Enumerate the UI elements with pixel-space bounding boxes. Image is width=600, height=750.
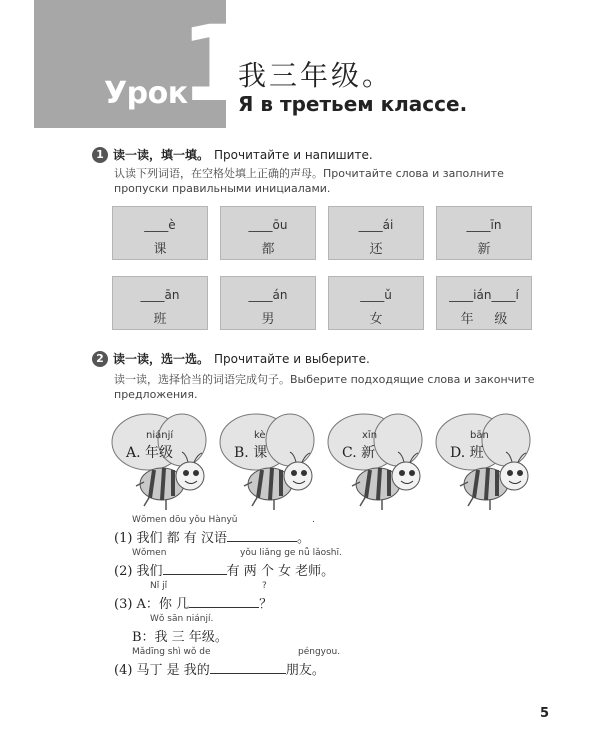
syllable-card[interactable] xyxy=(328,276,424,330)
card-hanzi: 还 xyxy=(369,242,383,257)
card-pinyin: ____īn xyxy=(466,218,502,232)
option-a-bee[interactable] xyxy=(110,412,210,512)
card-pinyin: ____ān xyxy=(140,288,180,302)
card-pinyin: ____è xyxy=(144,218,176,232)
q4-pinyin-end: péngyou. xyxy=(298,647,341,657)
question-3a xyxy=(114,593,272,612)
option-d-bee[interactable] xyxy=(434,412,534,512)
q4-pinyin-start: Mǎdīng shì wǒ de xyxy=(132,647,211,657)
option-pinyin: bān xyxy=(470,430,489,441)
section-1-heading xyxy=(92,146,373,163)
card-hanzi: 都 xyxy=(261,242,275,257)
card-pinyin: ____ián____í xyxy=(449,288,519,302)
question-4 xyxy=(114,659,325,678)
option-pinyin: niánjí xyxy=(146,430,174,441)
option-pinyin: kè xyxy=(254,430,266,441)
question-1 xyxy=(114,527,310,546)
q3-pinyin-start: Nǐ jǐ xyxy=(150,581,168,591)
q2-answer-blank[interactable] xyxy=(163,562,227,575)
bee-illustration xyxy=(434,412,534,512)
option-c-bee[interactable] xyxy=(326,412,426,512)
lesson-word: Урок xyxy=(104,76,188,111)
q1-pinyin-end: . xyxy=(312,515,315,525)
q4-text: (4) 马丁 是 我的 xyxy=(114,663,210,678)
q2-pinyin-end: yǒu liǎng ge nǚ lǎoshī. xyxy=(240,548,342,558)
q2-text: (2) 我们 xyxy=(114,564,163,579)
card-pinyin: ____ōu xyxy=(248,218,288,232)
syllable-cards xyxy=(112,206,532,330)
q3-end: ？ xyxy=(259,597,273,612)
section-1-instruction: 认读下列词语，在空格处填上正确的声母。Прочитайте слова и заполните пропуски правильными инициалами. xyxy=(114,167,504,195)
syllable-card[interactable] xyxy=(220,276,316,330)
q3-pinyin-end: ? xyxy=(262,581,267,591)
syllable-card[interactable] xyxy=(436,206,532,260)
card-pinyin: ____ái xyxy=(358,218,394,232)
q4-end: 朋友。 xyxy=(285,663,325,678)
syllable-card[interactable] xyxy=(436,276,532,330)
lesson-title-russian: Я в третьем классе. xyxy=(238,92,468,116)
q2-pinyin-start: Wǒmen xyxy=(132,548,167,558)
q1-pinyin: Wǒmen dōu yǒu Hànyǔ xyxy=(132,515,238,525)
syllable-card[interactable] xyxy=(112,206,208,260)
card-hanzi: 新 xyxy=(477,242,491,257)
card-hanzi: 年 级 xyxy=(460,312,508,327)
syllable-card[interactable] xyxy=(328,206,424,260)
section-2-instruction: 读一读，选择恰当的词语完成句子。Выберите подходящие слова и закончите предложения. xyxy=(114,373,535,401)
bee-illustration xyxy=(218,412,318,512)
bee-illustration xyxy=(110,412,210,512)
option-b-bee[interactable] xyxy=(218,412,318,512)
section-2-title-ru: Прочитайте и выберите. xyxy=(214,351,370,366)
option-label: C. 新 xyxy=(342,445,376,461)
q2-end: 有 两 个 女 老师。 xyxy=(226,564,335,579)
q1-end: 。 xyxy=(296,531,310,546)
q3b-pinyin: Wǒ sān niánjí. xyxy=(150,614,214,624)
card-hanzi: 课 xyxy=(153,242,167,257)
q4-answer-blank[interactable] xyxy=(210,661,286,674)
q3-answer-blank[interactable] xyxy=(189,595,259,608)
option-label: A. 年级 xyxy=(126,445,174,461)
card-pinyin: ____án xyxy=(248,288,288,302)
card-hanzi: 男 xyxy=(261,312,275,327)
section-2-heading xyxy=(92,350,370,367)
q1-text: (1) 我们 都 有 汉语 xyxy=(114,531,227,546)
option-label: B. 课 xyxy=(234,445,268,461)
q1-answer-blank[interactable] xyxy=(227,529,297,542)
syllable-card[interactable] xyxy=(220,206,316,260)
bee-illustration xyxy=(326,412,426,512)
lesson-title-chinese: 我三年级。 xyxy=(238,59,394,92)
section-1-title-ru: Прочитайте и напишите. xyxy=(214,147,373,162)
section-2-title-cn: 读一读，选一选。 xyxy=(113,352,210,366)
card-hanzi: 班 xyxy=(153,312,167,327)
q3-text: (3) A：你 几 xyxy=(114,597,190,612)
section-1-number: 1 xyxy=(92,147,108,163)
card-hanzi: 女 xyxy=(369,312,383,327)
question-2 xyxy=(114,560,334,579)
page-number: 5 xyxy=(540,706,550,721)
option-pinyin: xīn xyxy=(362,430,378,441)
section-2-number: 2 xyxy=(92,351,108,367)
question-3b: B：我 三 年级。 xyxy=(132,630,228,645)
section-1-title-cn: 读一读，填一填。 xyxy=(113,148,210,162)
card-pinyin: ____ǔ xyxy=(360,288,392,302)
syllable-card[interactable] xyxy=(112,276,208,330)
answer-options xyxy=(110,412,540,512)
option-label: D. 班 xyxy=(450,445,484,461)
lesson-number: 1 xyxy=(180,3,253,125)
